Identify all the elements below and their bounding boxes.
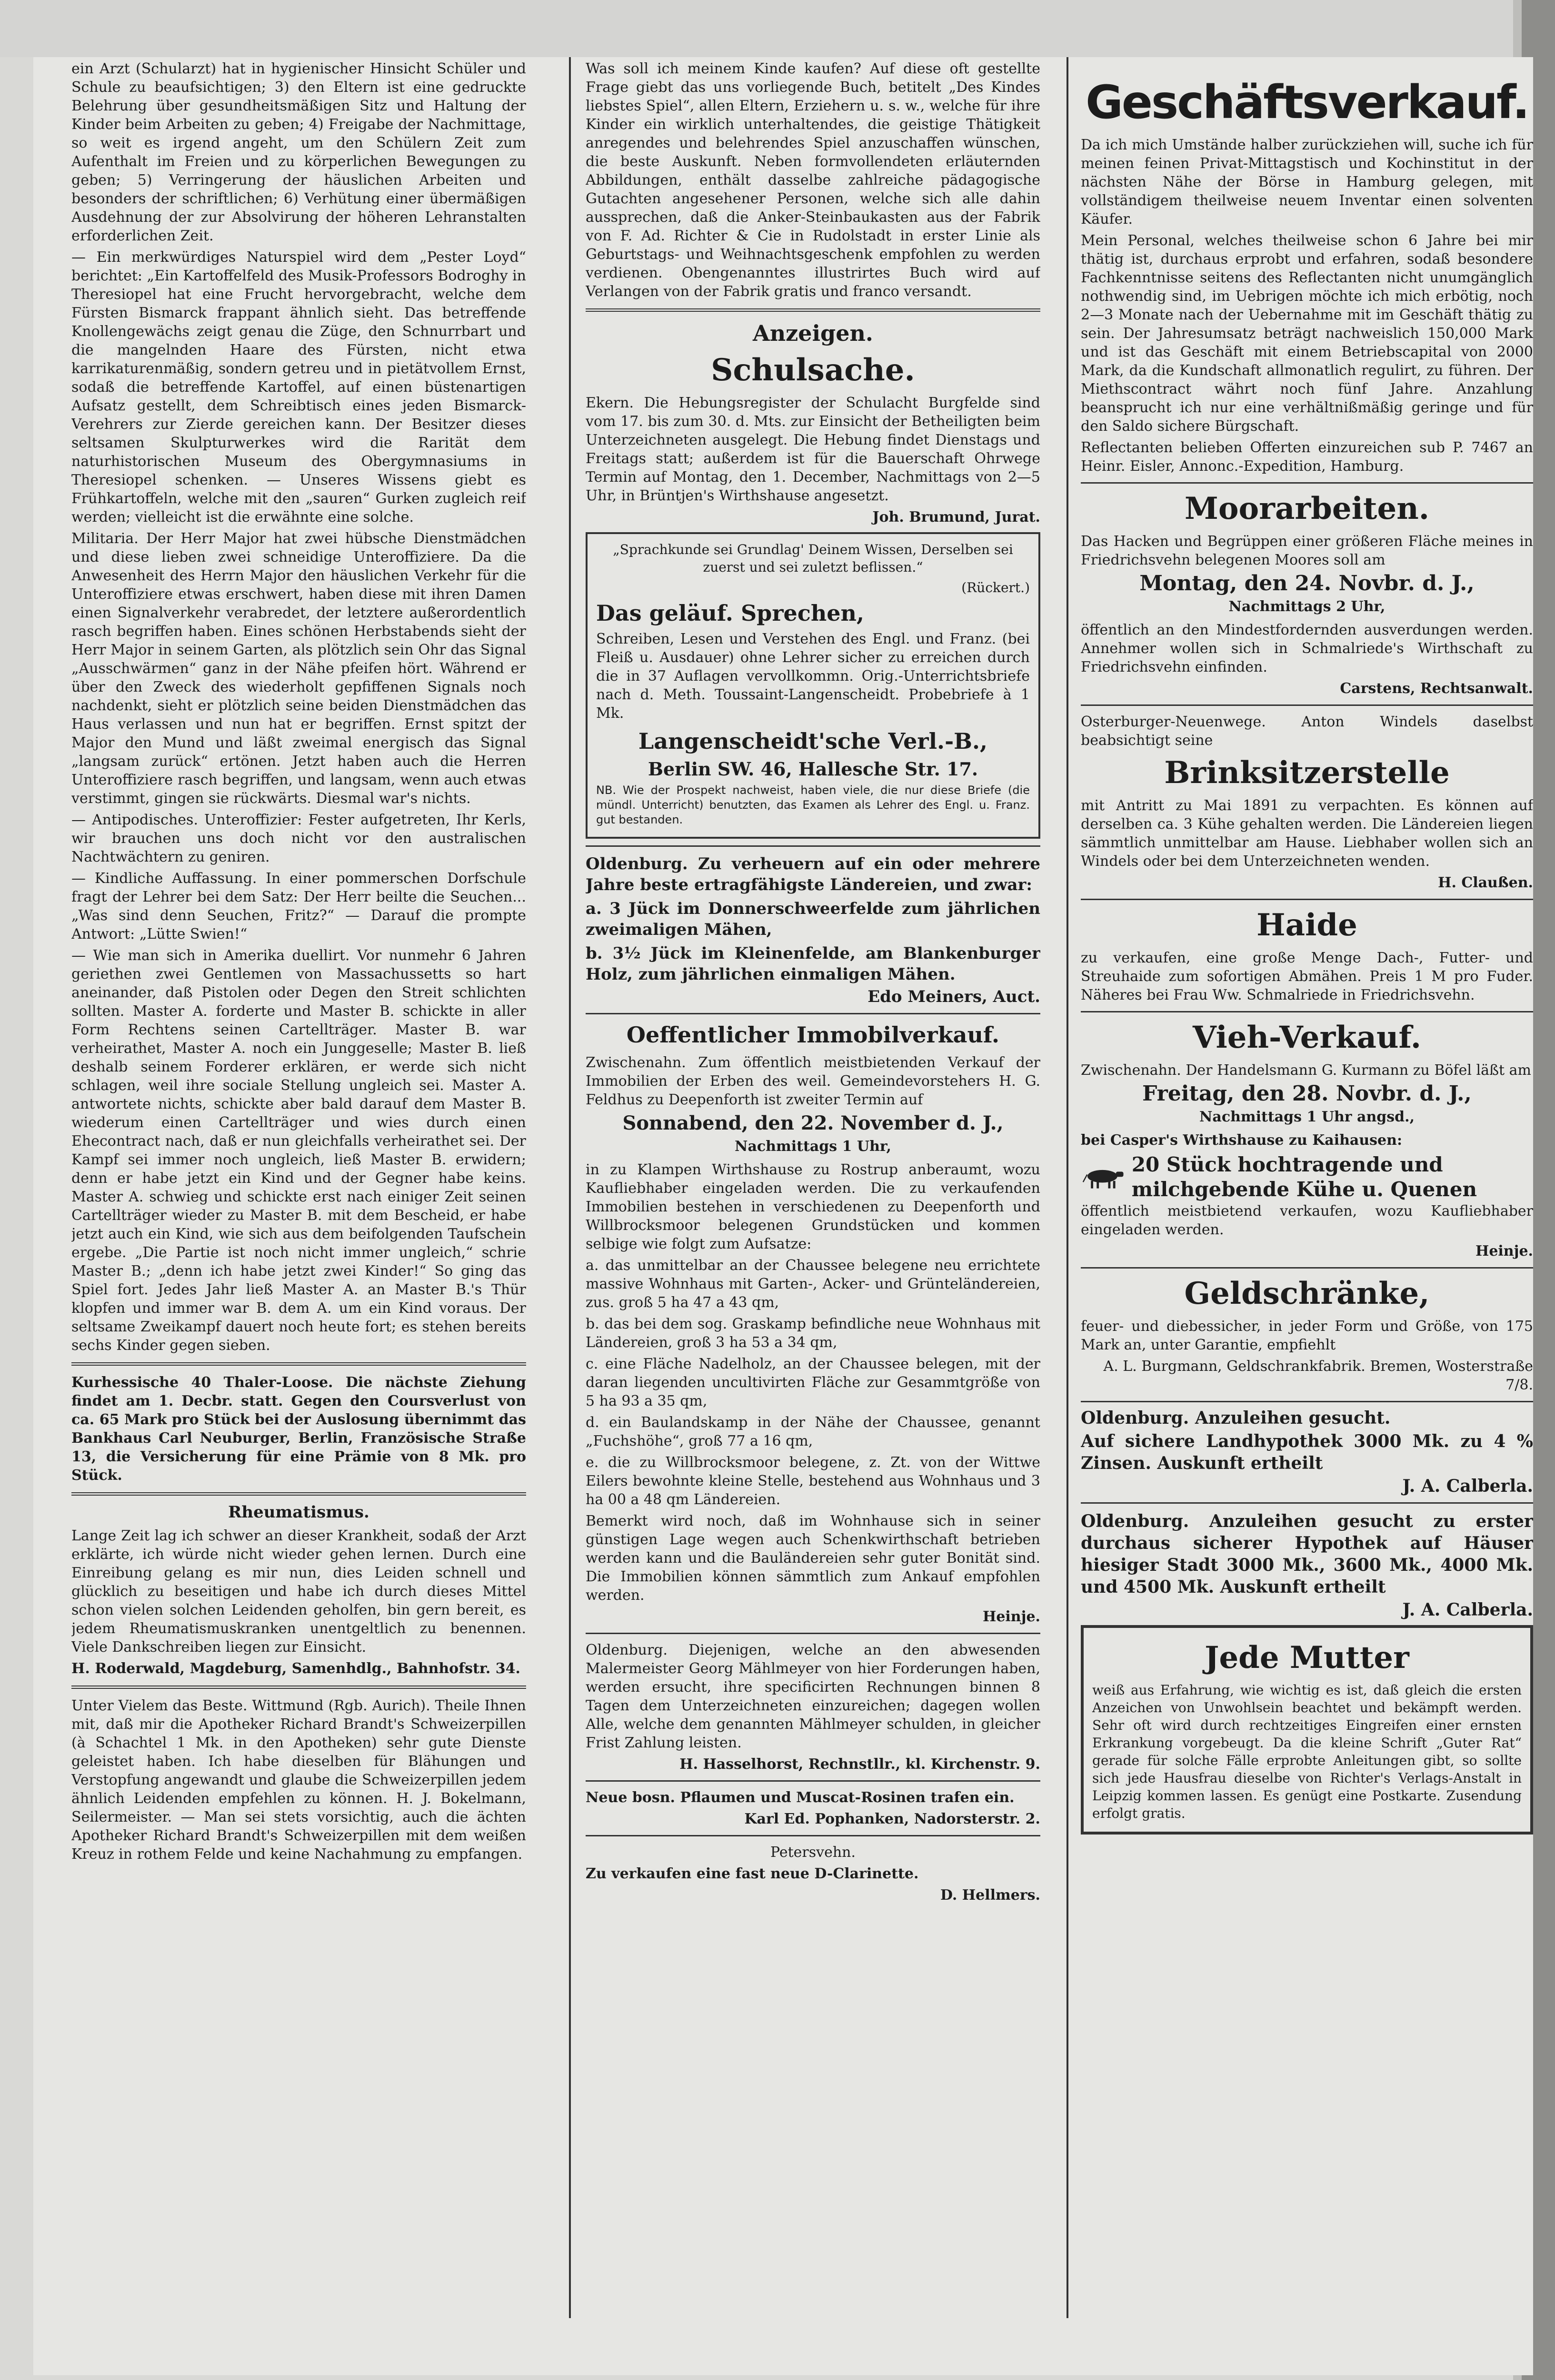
separator <box>586 845 1040 847</box>
ad-maehlmeyer-signature: H. Hasselhorst, Rechnstllr., kl. Kirchenstr. 9. <box>679 1756 1040 1773</box>
ad-anleihe2-signature: J. A. Calberla. <box>1402 1600 1533 1620</box>
separator <box>586 1835 1040 1836</box>
ad-anleihe1-text: Auf sichere Landhypothek 3000 Mk. zu 4 % Zinsen. Auskunft ertheilt <box>1081 1431 1533 1473</box>
ad-viehverkauf-headline: 20 Stück hochtragende und milchgebende Kühe u. Quenen <box>1131 1153 1477 1201</box>
ad-langenscheidt-nb: NB. Wie der Prospekt nachweist, haben viele, die nur diese Briefe (die mündl. Unterricht) benutzten, das Examen als Lehrer des Engl. u. Franz. gut bestanden. <box>596 783 1030 826</box>
ad-pflaumen: Neue bosn. Pflaumen und Muscat-Rosinen trafen ein. <box>586 1789 1015 1806</box>
separator <box>71 1362 526 1366</box>
ad-viehverkauf-signature: Heinje. <box>1475 1243 1533 1259</box>
ad-pflaumen-signature: Karl Ed. Pophanken, Nadorsterstr. 2. <box>744 1811 1040 1827</box>
ad-immobilverkauf-text2: in zu Klampen Wirthshause zu Rostrup anberaumt, wozu Kaufliebhaber eingeladen werden. Die zu verkaufenden Immobilien bestehen in verschiedenen zu Deepenforth und Willbrocksmoor belegenen Grundstücken und kommen selbige wie folgt zum Aufsatze: <box>586 1161 1040 1252</box>
ad-immobilverkauf-text3: Bemerkt wird noch, daß im Wohnhause sich in seiner günstigen Lage wegen auch Schenkwirthschaft betrieben werden kann und die Bauländereien sehr guter Bonität sind. Die Immobilien können sämmtlich zum Ankauf empfohlen werden. <box>586 1513 1040 1604</box>
ad-haide-title: Haide <box>1256 907 1357 943</box>
ad-viehverkauf-date: Freitag, den 28. Novbr. d. J., <box>1142 1081 1472 1106</box>
ad-brinksitzerstelle-head: Osterburger-Neuenwege. Anton Windels daselbst beabsichtigt seine <box>1081 714 1533 749</box>
article-naturspiel: — Ein merkwürdiges Naturspiel wird dem „Pester Loyd“ berichtet: „Ein Kartoffelfeld des Musik-Professors Bodroghy in Theresiopel hat eine Frucht hervorgebracht, welche dem Fürsten Bismarck frappant ähnlich sieht. Das betreffende Knollengewächs zeigt genau die Züge, den Schnurrbart und die mangelnden Haare des Fürsten, nicht etwa karrikaturenmäßig, sondern getreu und in pietätvollem Ernst, sodaß die betreffende Kartoffel, auf einen büstenartigen Aufsatz gestellt, dem Schreibtisch eines jeden Bismarck-Verehrers zur Zierde gereichen kann. Der Besitzer dieses seltsamen Skulpturwerkes wird die Rarität dem naturhistorischen Museum des Obergymnasiums in Theresiopel schenken. — Unseres Wissens giebt es Frühkartoffeln, welche mit den „sauren“ Gurken zugleich reif werden; vielleicht ist die erwähnte eine solche. <box>71 249 526 526</box>
ad-schulsache-signature: Joh. Brumund, Jurat. <box>872 509 1040 526</box>
separator <box>1081 1011 1533 1012</box>
separator <box>586 1013 1040 1014</box>
ad-geschaeftsverkauf-text2: Mein Personal, welches theilweise schon 6 Jahre bei mir thätig ist, durchaus erprobt und erfahren, sodaß besondere Fachkenntnisse seitens des Reflectanten nicht unumgänglich nothwendig sind, im Uebrigen möchte ich mich erbötig, noch 2—3 Monate nach der Uebernahme mit im Geschäft thätig zu sein. Der Jahresumsatz beträgt nachweislich 150,000 Mark und ist das Geschäft mit einem Betriebscapital von 2000 Mark, da die Kundschaft allmonatlich regulirt, zu führen. Der Miethscontract währt noch fünf Jahre. Anzahlung beansprucht ich nur eine verhältnißmäßig geringe und für den Saldo sichere Bürgschaft. <box>1081 232 1533 435</box>
ad-sprechen-text: Schreiben, Lesen und Verstehen des Engl. und Franz. (bei Fleiß u. Ausdauer) ohne Lehrer sicher zu erreichen durch die in 37 Auflagen vervollkommn. Orig.-Unterrichtsbriefe nach d. Meth. Toussaint-Langenscheidt. Probebriefe à 1 Mk. <box>596 631 1030 722</box>
ad-clarinette-signature: D. Hellmers. <box>940 1887 1040 1904</box>
ad-moorarbeiten-signature: Carstens, Rechtsanwalt. <box>1340 680 1533 697</box>
ad-rheumatismus-text: Lange Zeit lag ich schwer an dieser Krankheit, sodaß der Arzt erklärte, ich würde nicht wieder gehen lernen. Durch eine Einreibung gelang es mir nun, dies Leiden schnell und glücklich zu beseitigen und habe ich durch dieses Mittel schon vielen solchen Leidenden geholfen, bin gern bereit, es jedem Rheumatismuskranken unentgeltlich zu benennen. Viele Dankschreiben liegen zur Einsicht. <box>71 1527 526 1656</box>
ad-schweizerpillen: Unter Vielem das Beste. Wittmund (Rgb. Aurich). Theile Ihnen mit, daß mir die Apotheker Richard Brandt's Schweizerpillen (à Schachtel 1 Mk. in den Apotheken) sehr gute Dienste geleistet haben. Ich habe dieselben für Blähungen und Verstopfung angewandt und glaube die Schweizerpillen jedem ähnlich Leidenden empfehlen zu können. H. J. Bokelmann, Seilermeister. — Man sei stets vorsichtig, auch die ächten Apotheker Richard Brandt's Schweizerpillen mit dem weißen Kreuz in rothem Felde und keine Nachahmung zu empfangen. <box>71 1697 526 1863</box>
article-kinderbuch: Was soll ich meinem Kinde kaufen? Auf diese oft gestellte Frage giebt das uns vorliegende Buch, betitelt „Des Kindes liebstes Spiel“, allen Eltern, Erziehern u. s. w., welche für ihre Kinder ein wirklich unterhaltendes, die geistige Thätigkeit anregendes und belehrendes Spiel anzuschaffen wünschen, die beste Auskunft. Neben formvollendeten erläuternden Abbildungen, enthält dasselbe zahlreiche pädagogische Gutachten angesehener Personen, welche sich alle dahin aussprechen, daß die Anker-Steinbaukasten aus der Fabrik von F. Ad. Richter & Cie in Rudolstadt in erster Linie als Geburtstags- und Weihnachtsgeschenk empfohlen zu werden verdienen. Obengenanntes illustrirtes Buch wird auf Verlangen von der Fabrik gratis und franco versandt. <box>586 60 1040 300</box>
ad-immobilverkauf-date: Sonnabend, den 22. November d. J., <box>622 1112 1004 1134</box>
ad-clarinette-head: Petersvehn. <box>770 1844 856 1861</box>
ad-immobilverkauf-item-a: a. das unmittelbar an der Chaussee belegene neu errichtete massive Wohnhaus mit Garten-, Acker- und Grünteländereien, zus. groß 5 ha 47 a 43 qm, <box>586 1257 1040 1311</box>
ad-langenscheidt-box <box>586 532 1040 839</box>
ad-brinksitzerstelle-signature: H. Claußen. <box>1438 874 1533 891</box>
ad-quote-source: (Rückert.) <box>961 580 1030 595</box>
ad-laendereien-b: b. 3½ Jück im Kleinenfelde, am Blankenburger Holz, zum jährlichen einmaligen Mähen. <box>586 944 1040 984</box>
ad-viehverkauf-time: Nachmittags 1 Uhr angsd., <box>1199 1109 1415 1125</box>
ad-sprechen-title: Das geläuf. Sprechen, <box>596 600 865 626</box>
separator <box>1081 482 1533 484</box>
separator <box>586 1780 1040 1782</box>
separator <box>1081 899 1533 900</box>
section-anzeigen: Anzeigen. <box>753 320 873 346</box>
ad-immobilverkauf-item-d: d. ein Baulandskamp in der Nähe der Chaussee, genannt „Fuchshöhe“, groß 77 a 16 qm, <box>586 1414 1040 1449</box>
top-margin <box>0 0 1555 57</box>
ad-laendereien: Oldenburg. Zu verheuern auf ein oder mehrere Jahre beste ertragfähigste Ländereien, und zwar: <box>586 854 1040 894</box>
ad-geschaeftsverkauf-title: Geschäftsverkauf. <box>1086 76 1528 129</box>
ad-viehverkauf-text: Zwischenahn. Der Handelsmann G. Kurmann zu Böfel läßt am <box>1081 1062 1531 1079</box>
ad-geldschraenke-signature: A. L. Burgmann, Geldschrankfabrik. Bremen, Wosterstraße 7/8. <box>1103 1358 1533 1393</box>
ad-brinksitzerstelle-title: Brinksitzerstelle <box>1164 755 1450 791</box>
ad-maehlmeyer: Oldenburg. Diejenigen, welche an den abwesenden Malermeister Georg Mählmeyer von hier Forderungen haben, werden ersucht, ihre specificirten Rechnungen binnen 8 Tagen dem Unterzeichneten einzureichen; dagegen wollen Alle, welche dem genannten Mählmeyer schulden, in gleicher Frist Zahlung leisten. <box>586 1642 1040 1751</box>
separator <box>1081 1267 1533 1269</box>
separator <box>1081 704 1533 706</box>
ad-laendereien-signature: Edo Meiners, Auct. <box>867 987 1040 1006</box>
cow-icon <box>1081 1156 1127 1199</box>
ad-geldschraenke-text: feuer- und diebessicher, in jeder Form und Größe, von 175 Mark an, unter Garantie, empfiehlt <box>1081 1318 1533 1353</box>
ad-geschaeftsverkauf-text: Da ich mich Umstände halber zurückziehen will, suche ich für meinen feinen Privat-Mittagstisch und Kochinstitut in der nächsten Nähe der Börse in Hamburg gelegen, mit vollständigem theilweise neuem Inventar einen solventen Käufer. <box>1081 137 1533 228</box>
ad-laendereien-a: a. 3 Jück im Donnerschweerfelde zum jährlichen zweimaligen Mähen, <box>586 899 1040 939</box>
ad-immobilverkauf-item-c: c. eine Fläche Nadelholz, an der Chaussee belegen, mit der daran liegenden uncultivirten Fläche zur Gesammtgröße von 5 ha 93 a 35 qm, <box>586 1356 1040 1409</box>
ad-anleihe1-head: Oldenburg. Anzuleihen gesucht. <box>1081 1408 1391 1428</box>
column-1 <box>71 60 526 2344</box>
ad-rheumatismus-signature: H. Roderwald, Magdeburg, Samenhdlg., Bahnhofstr. 34. <box>71 1660 520 1677</box>
ad-immobilverkauf-item-b: b. das bei dem sog. Graskamp befindliche neue Wohnhaus mit Ländereien, groß 3 ha 53 a 34 qm, <box>586 1316 1040 1351</box>
ad-moorarbeiten-text: Das Hacken und Begrüppen einer größeren Fläche meines in Friedrichsvehn belegenen Moores soll am <box>1081 533 1533 568</box>
ad-moorarbeiten-title: Moorarbeiten. <box>1185 491 1429 526</box>
ad-rheumatismus-title: Rheumatismus. <box>228 1503 369 1522</box>
separator <box>71 1686 526 1689</box>
ad-jede-mutter-box <box>1081 1625 1533 1835</box>
ad-moorarbeiten-text2: öffentlich an den Mindestfordernden ausverdungen werden. Annehmer wollen sich in Schmalriede's Wirthschaft zu Friedrichsvehn einfinden. <box>1081 622 1533 675</box>
article-antipodisches: — Antipodisches. Unteroffizier: Fester aufgetreten, Ihr Kerls, wir brauchen uns doch nicht vor den australischen Nachtwächtern zu geniren. <box>71 812 526 865</box>
ad-geldschraenke-title: Geldschränke, <box>1184 1276 1430 1311</box>
ad-viehverkauf-title: Vieh-Verkauf. <box>1192 1020 1422 1055</box>
column-rule-1 <box>569 57 571 2318</box>
article-kindliche-auffassung: — Kindliche Auffassung. In einer pommerschen Dorfschule fragt der Lehrer bei dem Satz: Der Herr beilte die Seuchen... „Was sind denn Seuchen, Fritz?“ — Darauf die prompte Antwort: „Lütte Swien!“ <box>71 870 526 942</box>
article-school-health: ein Arzt (Schularzt) hat in hygienischer Hinsicht Schüler und Schule zu beaufsichtigen; 3) den Eltern ist eine gedruckte Belehrung über gesundheitsmäßigen Sitz und Haltung der Kinder beim Arbeiten zu geben; 4) Freigabe der Nachmittage, so weit es irgend angeht, um den Schülern Zeit zum Aufenthalt im Freien und zu körperlichen Bewegungen zu geben; 5) Verringerung der häuslichen Arbeiten und besonders der schriftlichen; 6) Verhütung einer übermäßigen Ausdehnung der zur Absolvirung der höheren Lehranstalten erforderlichen Zeit. <box>71 60 526 244</box>
ad-moorarbeiten-time: Nachmittags 2 Uhr, <box>1228 598 1386 615</box>
ad-schulsache-text: Ekern. Die Hebungsregister der Schulacht Burgfelde sind vom 17. bis zum 30. d. Mts. zur Einsicht der Betheiligten beim Unterzeichneten ausgelegt. Die Hebung findet Dienstags und Freitags statt; außerdem ist für die Bauerschaft Ohrwege Termin auf Montag, den 1. December, Nachmittags von 2—5 Uhr, in Brüntjen's Wirthshause angesetzt. <box>586 395 1040 504</box>
separator <box>586 308 1040 312</box>
ad-thaler-loose: Kurhessische 40 Thaler-Loose. Die nächste Ziehung findet am 1. Decbr. statt. Gegen den Coursverlust von ca. 65 Mark pro Stück bei der Auslosung übernimmt das Bankhaus Carl Neuburger, Berlin, Französische Straße 13, die Versicherung für eine Prämie von 8 Mk. pro Stück. <box>71 1374 526 1484</box>
column-2 <box>586 60 1040 2344</box>
ad-moorarbeiten-date: Montag, den 24. Novbr. d. J., <box>1139 571 1475 595</box>
ad-haide-text: zu verkaufen, eine große Menge Dach-, Futter- und Streuhaide zum sofortigen Abmähen. Preis 1 M pro Fuder. Näheres bei Frau Ww. Schmalriede in Friedrichsvehn. <box>1081 950 1533 1003</box>
ad-immobilverkauf-item-e: e. die zu Willbrocksmoor belegene, z. Zt. von der Wittwe Eilers bewohnte kleine Stelle, bestehend aus Wohnhaus und 3 ha 00 a 48 qm Ländereien. <box>586 1454 1040 1508</box>
column-3 <box>1081 60 1533 2344</box>
separator <box>71 1492 526 1496</box>
ad-anleihe2-text: Oldenburg. Anzuleihen gesucht zu erster durchaus sicherer Hypothek auf Häuser hiesiger Stadt 3000 Mk., 3600 Mk., 4000 Mk. und 4500 Mk. Auskunft ertheilt <box>1081 1511 1533 1597</box>
ad-langenscheidt-address: Berlin SW. 46, Hallesche Str. 17. <box>648 758 978 780</box>
ad-immobilverkauf-signature: Heinje. <box>982 1608 1040 1625</box>
ad-quote: „Sprachkunde sei Grundlag' Deinem Wissen, Derselben sei zuerst und sei zuletzt beflissen.“ <box>613 542 1013 575</box>
ad-viehverkauf-text2: öffentlich meistbietend verkaufen, wozu Kaufliebhaber eingeladen werden. <box>1081 1203 1533 1238</box>
ad-geschaeftsverkauf-text3: Reflectanten belieben Offerten einzureichen sub P. 7467 an Heinr. Eisler, Annonc.-Expedition, Hamburg. <box>1081 439 1533 475</box>
ad-langenscheidt-firm: Langenscheidt'sche Verl.-B., <box>638 728 988 754</box>
article-militaria: Militaria. Der Herr Major hat zwei hübsche Dienstmädchen und diese lieben zwei schneidige Unteroffiziere. Da die Anwesenheit des Herrn Major den häuslichen Verkehr für die Unteroffiziere etwas erschwert, haben diese mit ihren Damen einen Signalverkehr verabredet, der letztere außerordentlich rasch begriffen haben. Eines schönen Herbstabends sieht der Herr Major in seinem Garten, als plötzlich sein Ohr das Signal „Ausschwärmen“ ganz in der Nähe pfeifen hört. Während er über den Zweck des wiederholt gepfiffenen Signals noch nachdenkt, sieht er plötzlich seine beiden Dienstmädchen das Haus verlassen und nun hat er begriffen. Ernst spitzt der Major den Mund und läßt zweimal energisch das Signal „langsam zurück“ ertönen. Jetzt haben auch die Herren Unteroffiziere rasch begriffen, und langsam, wenn auch etwas verstimmt, gingen sie rückwärts. Diesmal war's nichts. <box>71 530 526 807</box>
separator <box>586 1633 1040 1634</box>
article-duell: — Wie man sich in Amerika duellirt. Vor nunmehr 6 Jahren geriethen zwei Gentlemen von Massachussetts so hart aneinander, daß Pistolen oder Degen den Streit schlichten sollten. Master A. forderte und Master B. schickte in aller Form Rechtens seinen Cartellträger. Master B. war verheirathet, Master A. noch ein Junggeselle; Master B. ließ deshalb seinem Forderer erklären, er werde sich nicht schlagen, weil ihre sociale Stellung ungleich sei. Master A. antwortete nichts, schickte aber bald darauf dem Master B. wiederum einen Cartellträger und wies durch einen Ehecontract nach, daß er nun gleichfalls verheirathet sei. Der Kampf sei immer noch ungleich, ließ Master B. erwidern; denn er habe jetzt ein Kind und der Gegner habe keins. Master A. schwieg und schickte erst nach einiger Zeit seinen Cartellträger wieder zu Master B. mit dem Bescheid, er habe jetzt auch ein Kind, wie sich aus dem beifolgenden Taufschein ergebe. „Die Partie ist noch nicht immer ungleich,“ schrie Master B.; „denn ich habe jetzt zwei Kinder!“ So ging das Spiel fort. Jedes Jahr ließ Master A. an Master B.'s Thür klopfen und immer war B. dem A. um ein Kind voraus. Der seltsame Zweikampf dauert noch heute fort; es stehen bereits sechs Kinder gegen sieben. <box>71 947 526 1354</box>
ad-viehverkauf-place: bei Casper's Wirthshause zu Kaihausen: <box>1081 1132 1403 1149</box>
ad-immobilverkauf-title: Oeffentlicher Immobilverkauf. <box>626 1022 1000 1048</box>
ad-immobilverkauf-time: Nachmittags 1 Uhr, <box>735 1138 891 1155</box>
ad-jede-mutter-text: weiß aus Erfahrung, wie wichtig es ist, daß gleich die ersten Anzeichen von Unwohlsein beachtet und bekämpft werden. Sehr oft wird durch rechtzeitiges Eingreifen einer ernsten Erkrankung vorgebeugt. Da die kleine Schrift „Guter Rat“ gerade für solche Fälle erprobte Anleitungen gibt, so sollte sich jede Hausfrau dieselbe von Richter's Verlags-Anstalt in Leipzig kommen lassen. Es genügt eine Postkarte. Zusendung erfolgt gratis. <box>1092 1682 1522 1821</box>
separator <box>1081 1401 1533 1402</box>
ad-brinksitzerstelle-text: mit Antritt zu Mai 1891 zu verpachten. Es können auf derselben ca. 3 Kühe gehalten werden. Die Ländereien liegen sämmtlich unmittelbar am Hause. Liebhaber wollen sich an Windels oder bei dem Unterzeichneten wenden. <box>1081 797 1533 870</box>
ad-schulsache-title: Schulsache. <box>711 352 915 388</box>
ad-viehverkauf-row <box>1081 1152 1533 1202</box>
separator <box>1081 1502 1533 1504</box>
ad-anleihe1-signature: J. A. Calberla. <box>1402 1476 1533 1496</box>
column-rule-2 <box>1067 57 1068 2318</box>
ad-jede-mutter-title: Jede Mutter <box>1205 1640 1409 1676</box>
ad-clarinette-text: Zu verkaufen eine fast neue D-Clarinette. <box>586 1865 919 1882</box>
ad-immobilverkauf-text: Zwischenahn. Zum öffentlich meistbietenden Verkauf der Immobilien der Erben des weil. Gemeindevorstehers H. G. Feldhus zu Deepenforth ist zweiter Termin auf <box>586 1054 1040 1108</box>
